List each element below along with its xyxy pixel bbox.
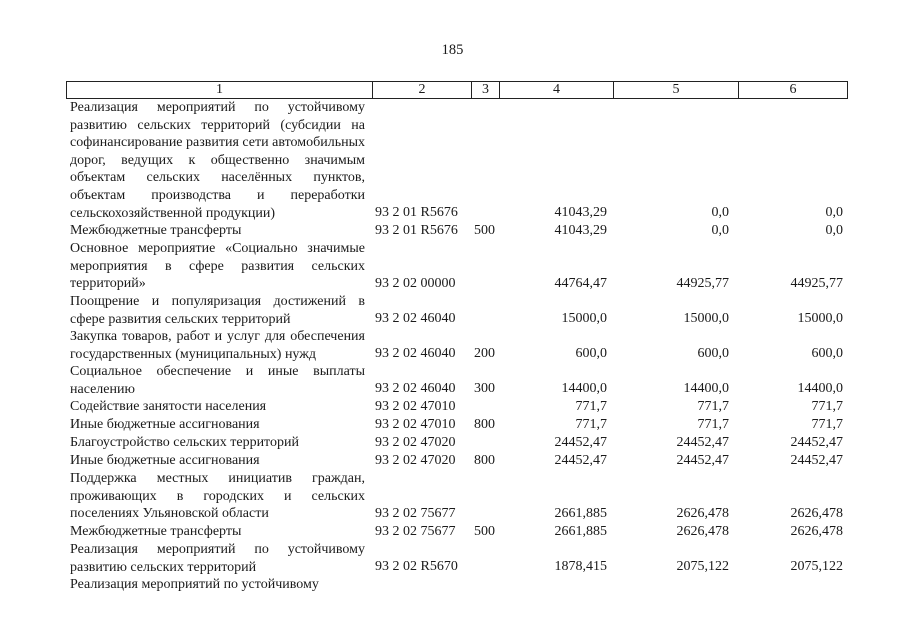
row-value-col-5: 24452,47 bbox=[676, 453, 729, 469]
table-row bbox=[0, 523, 905, 541]
row-value-col-6: 2626,478 bbox=[790, 506, 843, 522]
table-row bbox=[0, 99, 905, 222]
row-value-col-5: 0,0 bbox=[711, 205, 729, 221]
table-row bbox=[0, 470, 905, 523]
row-value-col-4: 771,7 bbox=[575, 417, 607, 433]
row-description: Иные бюджетные ассигнования bbox=[70, 417, 260, 432]
row-code: 93 2 02 R5670 bbox=[375, 559, 458, 575]
row-expense-type: 800 bbox=[474, 453, 495, 469]
table-row bbox=[0, 541, 905, 576]
row-description: Реализация мероприятий по устойчивому развитию сельских территорий (субсидии на софинансирование развития сети автомобильных дорог, ведущих к общественно значимым объектам сельских населённых пунктов, объектам производства и переработки сельскохозяйственной продукции) bbox=[70, 100, 366, 221]
row-expense-type: 800 bbox=[474, 417, 495, 433]
row-value-col-6: 2075,122 bbox=[790, 559, 843, 575]
row-description: Поощрение и популяризация достижений в сфере развития сельских территорий bbox=[70, 294, 365, 327]
table-header bbox=[66, 81, 848, 99]
row-value-col-4: 1878,415 bbox=[554, 559, 607, 575]
row-code: 93 2 02 47020 bbox=[375, 453, 456, 469]
row-description: Закупка товаров, работ и услуг для обеспечения государственных (муниципальных) нужд bbox=[70, 329, 365, 362]
row-value-col-6: 771,7 bbox=[811, 399, 843, 415]
row-code: 93 2 01 R5676 bbox=[375, 223, 458, 239]
row-description: Основное мероприятие «Социально значимые мероприятия в сфере развития сельских территорий» bbox=[70, 241, 365, 292]
table-row bbox=[0, 328, 905, 363]
row-value-col-6: 44925,77 bbox=[790, 276, 843, 292]
row-description: Содействие занятости населения bbox=[70, 399, 267, 414]
table-row bbox=[0, 222, 905, 240]
row-expense-type: 300 bbox=[474, 381, 495, 397]
row-code: 93 2 01 R5676 bbox=[375, 205, 458, 221]
row-description: Иные бюджетные ассигнования bbox=[70, 453, 260, 468]
row-value-col-6: 771,7 bbox=[811, 417, 843, 433]
row-value-col-5: 771,7 bbox=[697, 417, 729, 433]
header-col-1: 1 bbox=[216, 82, 223, 97]
row-value-col-4: 600,0 bbox=[575, 346, 607, 362]
row-description: Межбюджетные трансферты bbox=[70, 223, 242, 238]
row-value-col-4: 2661,885 bbox=[554, 524, 607, 540]
row-value-col-5: 2626,478 bbox=[676, 506, 729, 522]
table-row bbox=[0, 416, 905, 434]
row-value-col-6: 14400,0 bbox=[797, 381, 843, 397]
row-expense-type: 200 bbox=[474, 346, 495, 362]
row-value-col-4: 24452,47 bbox=[554, 435, 607, 451]
row-value-col-4: 44764,47 bbox=[554, 276, 607, 292]
row-value-col-4: 14400,0 bbox=[561, 381, 607, 397]
row-value-col-4: 41043,29 bbox=[554, 223, 607, 239]
row-description: Реализация мероприятий по устойчивому bbox=[70, 577, 319, 592]
row-description: Социальное обеспечение и иные выплаты населению bbox=[70, 364, 365, 397]
row-description: Межбюджетные трансферты bbox=[70, 524, 242, 539]
row-code: 93 2 02 46040 bbox=[375, 381, 456, 397]
row-description: Поддержка местных инициатив граждан, проживающих в городских и сельских поселениях Ульяновской области bbox=[70, 471, 365, 522]
row-value-col-5: 24452,47 bbox=[676, 435, 729, 451]
row-value-col-5: 600,0 bbox=[697, 346, 729, 362]
page-number: 185 bbox=[441, 42, 464, 58]
row-value-col-6: 0,0 bbox=[825, 223, 843, 239]
table-row bbox=[0, 398, 905, 416]
row-code: 93 2 02 47020 bbox=[375, 435, 456, 451]
row-value-col-4: 24452,47 bbox=[554, 453, 607, 469]
row-value-col-4: 2661,885 bbox=[554, 506, 607, 522]
row-value-col-6: 15000,0 bbox=[797, 311, 843, 327]
table-row bbox=[0, 293, 905, 328]
row-value-col-6: 0,0 bbox=[825, 205, 843, 221]
row-value-col-5: 2075,122 bbox=[676, 559, 729, 575]
row-value-col-4: 15000,0 bbox=[561, 311, 607, 327]
table-row bbox=[0, 434, 905, 452]
header-col-4: 4 bbox=[499, 82, 613, 98]
row-code: 93 2 02 00000 bbox=[375, 276, 456, 292]
row-code: 93 2 02 47010 bbox=[375, 417, 456, 433]
row-value-col-5: 2626,478 bbox=[676, 524, 729, 540]
table-row bbox=[0, 452, 905, 470]
row-value-col-4: 771,7 bbox=[575, 399, 607, 415]
header-col-6: 6 bbox=[738, 82, 847, 98]
row-expense-type: 500 bbox=[474, 524, 495, 540]
row-expense-type: 500 bbox=[474, 223, 495, 239]
row-value-col-6: 2626,478 bbox=[790, 524, 843, 540]
table-row bbox=[0, 240, 905, 293]
row-value-col-4: 41043,29 bbox=[554, 205, 607, 221]
header-col-3: 3 bbox=[471, 82, 499, 98]
row-code: 93 2 02 46040 bbox=[375, 311, 456, 327]
row-value-col-5: 15000,0 bbox=[683, 311, 729, 327]
header-col-2: 2 bbox=[372, 82, 471, 98]
row-value-col-5: 0,0 bbox=[711, 223, 729, 239]
row-description: Реализация мероприятий по устойчивому развитию сельских территорий bbox=[70, 542, 365, 575]
row-value-col-5: 44925,77 bbox=[676, 276, 729, 292]
row-code: 93 2 02 47010 bbox=[375, 399, 456, 415]
table-row bbox=[0, 576, 905, 594]
row-value-col-5: 771,7 bbox=[697, 399, 729, 415]
header-col-5: 5 bbox=[613, 82, 738, 98]
table-row bbox=[0, 363, 905, 398]
row-description: Благоустройство сельских территорий bbox=[70, 435, 299, 450]
table-body bbox=[0, 99, 905, 594]
row-code: 93 2 02 75677 bbox=[375, 506, 456, 522]
row-value-col-6: 600,0 bbox=[811, 346, 843, 362]
row-code: 93 2 02 75677 bbox=[375, 524, 456, 540]
row-value-col-6: 24452,47 bbox=[790, 435, 843, 451]
row-value-col-5: 14400,0 bbox=[683, 381, 729, 397]
row-value-col-6: 24452,47 bbox=[790, 453, 843, 469]
row-code: 93 2 02 46040 bbox=[375, 346, 456, 362]
